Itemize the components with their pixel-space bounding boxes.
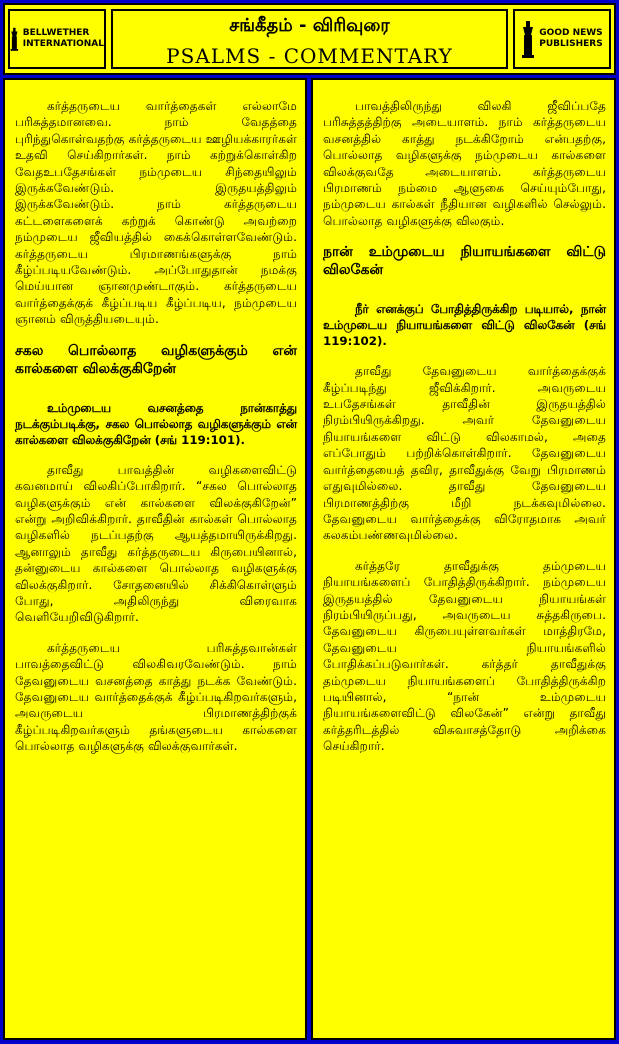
- section-heading: நான் உம்முடைய நியாயங்களை விட்டு விலகேன்: [323, 244, 606, 279]
- section-heading: சகல பொல்லாத வழிகளுக்கும் என் கால்களை விலக்குகிறேன்: [15, 342, 297, 377]
- paragraph: கர்த்தருடைய வார்த்தைகள் எல்லாமே பரிசுத்தமானவை. நாம் வேதத்தை புரிந்துகொள்வதற்கு கர்த்தருடைய ஊழியக்காரர்கள் உதவி செய்கிறார்கள். நாம் கற்றுக்கொள்கிற வேதஉபதேசங்கள் நம்முடைய சிந்தையிலும் இருக்கவேண்டும். இருதயத்திலும் இருக்கவேண்டும். நாம் கர்த்தருடைய கட்டளைகளைக் கற்றுக் கொண்டு அவற்றை நம்முடைய ஜீவியத்தில் கைக்கொள்ளவேண்டும். கர்த்தருடைய பிரமாணங்களுக்கு நாம் கீழ்ப்படியவேண்டும். அப்போதுதான் நமக்கு மெய்யான ஞானமுண்டாகும். கர்த்தருடைய வார்த்தைக்குக் கீழ்ப்படிய கீழ்ப்படிய, நம்முடைய ஞானம் விருத்தியடையும்.: [15, 99, 297, 327]
- title-block: [111, 9, 508, 69]
- english-title: PSALMS - COMMENTARY: [166, 44, 453, 68]
- paragraph: தாவீது தேவனுடைய வார்த்தைக்குக் கீழ்ப்படிந்து ஜீவிக்கிறார். அவருடைய உபதேசங்கள் தாவீதின் இருதயத்தில் நிரம்பியிருக்கிறது. அவர் தேவனுடைய நியாயங்களை விட்டு விலகாமல், அதை எப்போதும் பற்றிக்கொள்கிறார். தேவனுடைய வார்த்தையைத் தவிர, தாவீதுக்கு வேறு பிரமாணம் எதுவுமில்லை. தாவீது தேவனுடைய பிரமாணத்திற்கு மீறி நடக்கவுமில்லை. தேவனுடைய வார்த்தைக்கு விரோதமாக அவர் கலகம்பண்ணவுமில்லை.: [323, 364, 606, 543]
- page-header: [3, 3, 616, 75]
- paragraph: கர்த்தரே தாவீதுக்கு தம்முடைய நியாயங்களைப் போதித்திருக்கிறார். நம்முடைய இருதயத்தில் தேவனுடைய நியாயங்கள் நிரம்பியிருப்பது, அவருடைய சுத்தகிருபை. தேவனுடைய கிருபையுள்ளவர்கள் மாத்திரமே, தேவனுடைய நியாயங்களில் போதிக்கப்படுவார்கள். கர்த்தர் தாவீதுக்கு தம்முடைய நியாயங்களைப் போதித்திருக்கிற படியினால், “நான் உம்முடைய நியாயங்களைவிட்டு விலகேன்” என்று தாவீது கர்த்தரிடத்தில் விசுவாசத்தோடு அறிக்கை செய்கிறார்.: [323, 558, 606, 754]
- paragraph: தாவீது பாவத்தின் வழிகளைவிட்டு கவனமாய் விலகிப்போகிறார். “சகல பொல்லாத வழிகளுக்கும் என் கால்களை விலக்குகிறேன்” என்று அறிவிக்கிறார். தாவீதின் கால்கள் பொல்லாத வழிகளில் நடப்பதற்கு ஆயத்தமாயிருக்கிறது. ஆனாலும் தாவீது கர்த்தருடைய கிருபையினால், தன்னுடைய கால்களை பொல்லாத வழிகளுக்கு விலக்குகிறார். சோதனையில் சிக்கிகொள்ளும் போது, அதிலிருந்து விரைவாக வெளியேறிவிடுகிறார்.: [15, 462, 297, 625]
- bell-tower-icon: [521, 19, 535, 59]
- verse-quote: உம்முடைய வசனத்தை நான்காத்து நடக்கும்படிக்கு, சகல பொல்லாத வழிகளுக்கும் என் கால்களை விலக்குகிறேன் (சங் 119:101).: [15, 400, 297, 447]
- right-logo-line1: GOOD NEWS: [539, 28, 603, 38]
- left-column: [3, 78, 307, 1040]
- verse-quote: நீர் எனக்குப் போதித்திருக்கிற படியால், நான் உம்முடைய நியாயங்களை விட்டு விலகேன் (சங் 119:102).: [323, 302, 606, 349]
- right-column: [311, 78, 616, 1040]
- good-news-logo: [513, 9, 611, 69]
- bellwether-logo: [8, 9, 106, 69]
- bell-tower-icon: [10, 19, 19, 59]
- paragraph: கர்த்தருடைய பரிசுத்தவான்கள் பாவத்தைவிட்டு விலகிவரவேண்டும். நாம் தேவனுடைய வசனத்தை காத்து நடக்க வேண்டும். தேவனுடைய வார்த்தைக்குக் கீழ்ப்படிகிறவர்களும், அவருடைய பிரமாணத்திற்குக் கீழ்ப்படிகிறவர்களும் தங்களுடைய கால்களை பொல்லாத வழிகளுக்கு விலக்குவார்கள்.: [15, 640, 297, 754]
- tamil-title: சங்கீதம் - விரிவுரை: [229, 15, 390, 36]
- left-logo-line2: INTERNATIONAL: [22, 39, 104, 49]
- left-logo-line1: BELLWETHER: [22, 28, 90, 38]
- paragraph: பாவத்திலிருந்து விலகி ஜீவிப்பதே பரிசுத்தத்திற்கு அடையாளம். நாம் கர்த்தருடைய வசனத்தில் காத்து நடக்கிறோம் என்பதற்கு, பொல்லாத வழிகளுக்கு நம்முடைய கால்களை விலக்குவதே அடையாளம். கர்த்தருடைய பிரமாணம் நம்மை ஆளுகை செய்யும்போது, நம்முடைய கால்கள் நீதியான வழிகளில் செல்லும். பொல்லாத வழிகளுக்கு விலகும்.: [323, 99, 606, 228]
- right-logo-line2: PUBLISHERS: [539, 39, 603, 49]
